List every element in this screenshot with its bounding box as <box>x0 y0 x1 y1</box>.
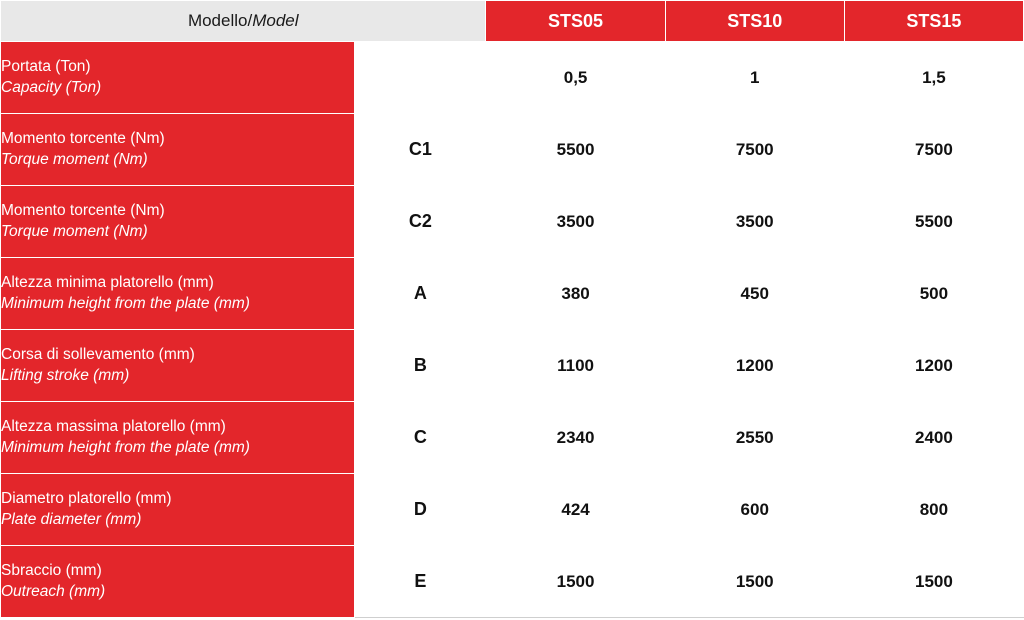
header-model-label-ro: Modello/ <box>187 11 253 30</box>
row-value-sts05: 1500 <box>486 546 665 618</box>
row-label-ro: Altezza massima platorello (mm) <box>1 417 226 435</box>
row-symbol: A <box>355 258 486 330</box>
row-label-it: Lifting stroke (mm) <box>1 366 130 384</box>
row-symbol: B <box>355 330 486 402</box>
row-label-min-height <box>1 258 355 330</box>
row-value-sts15: 500 <box>844 258 1023 330</box>
table-row <box>1 186 1024 258</box>
row-label-plate-diameter <box>1 474 355 546</box>
row-label-it: Torque moment (Nm) <box>1 150 148 168</box>
row-label-it: Torque moment (Nm) <box>1 222 148 240</box>
row-symbol: D <box>355 474 486 546</box>
row-label-ro: Sbraccio (mm) <box>1 561 102 579</box>
row-label-ro: Momento torcente (Nm) <box>1 201 165 219</box>
row-value-sts15: 1200 <box>844 330 1023 402</box>
header-model-sts10: STS10 <box>665 1 844 42</box>
row-label-outreach <box>1 546 355 618</box>
row-label-lifting-stroke <box>1 330 355 402</box>
row-value-sts05: 1100 <box>486 330 665 402</box>
row-label-torque-c1 <box>1 114 355 186</box>
header-model-cell <box>1 1 486 42</box>
row-symbol: C <box>355 402 486 474</box>
row-label-ro: Diametro platorello (mm) <box>1 489 172 507</box>
row-value-sts10: 600 <box>665 474 844 546</box>
row-value-sts05: 3500 <box>486 186 665 258</box>
row-value-sts15: 2400 <box>844 402 1023 474</box>
table-row <box>1 402 1024 474</box>
row-value-sts15: 7500 <box>844 114 1023 186</box>
row-value-sts10: 450 <box>665 258 844 330</box>
row-value-sts05: 5500 <box>486 114 665 186</box>
row-label-it: Plate diameter (mm) <box>1 510 142 528</box>
table-row <box>1 258 1024 330</box>
row-symbol: C2 <box>355 186 486 258</box>
row-label-it: Outreach (mm) <box>1 582 106 600</box>
row-label-capacity <box>1 42 355 114</box>
header-model-sts15: STS15 <box>844 1 1023 42</box>
row-symbol <box>355 42 486 114</box>
table-row <box>1 474 1024 546</box>
row-value-sts15: 800 <box>844 474 1023 546</box>
row-symbol: E <box>355 546 486 618</box>
row-value-sts05: 380 <box>486 258 665 330</box>
row-value-sts05: 2340 <box>486 402 665 474</box>
row-value-sts10: 3500 <box>665 186 844 258</box>
row-label-max-height <box>1 402 355 474</box>
row-label-ro: Portata (Ton) <box>1 57 91 75</box>
row-label-it: Minimum height from the plate (mm) <box>1 438 250 456</box>
row-label-it: Capacity (Ton) <box>1 78 102 96</box>
header-model-label-it: Model <box>252 11 299 30</box>
row-symbol: C1 <box>355 114 486 186</box>
row-value-sts10: 1500 <box>665 546 844 618</box>
table-header-row <box>1 1 1024 42</box>
row-label-ro: Momento torcente (Nm) <box>1 129 165 147</box>
table-row <box>1 114 1024 186</box>
row-label-ro: Altezza minima platorello (mm) <box>1 273 214 291</box>
row-value-sts10: 1 <box>665 42 844 114</box>
row-label-it: Minimum height from the plate (mm) <box>1 294 250 312</box>
row-value-sts15: 1,5 <box>844 42 1023 114</box>
row-value-sts10: 7500 <box>665 114 844 186</box>
row-value-sts05: 424 <box>486 474 665 546</box>
table-row <box>1 546 1024 618</box>
row-value-sts10: 2550 <box>665 402 844 474</box>
table-row <box>1 42 1024 114</box>
row-value-sts10: 1200 <box>665 330 844 402</box>
row-value-sts15: 1500 <box>844 546 1023 618</box>
row-label-ro: Corsa di sollevamento (mm) <box>1 345 195 363</box>
row-value-sts05: 0,5 <box>486 42 665 114</box>
row-label-torque-c2 <box>1 186 355 258</box>
table-row <box>1 330 1024 402</box>
header-model-sts05: STS05 <box>486 1 665 42</box>
row-value-sts15: 5500 <box>844 186 1023 258</box>
